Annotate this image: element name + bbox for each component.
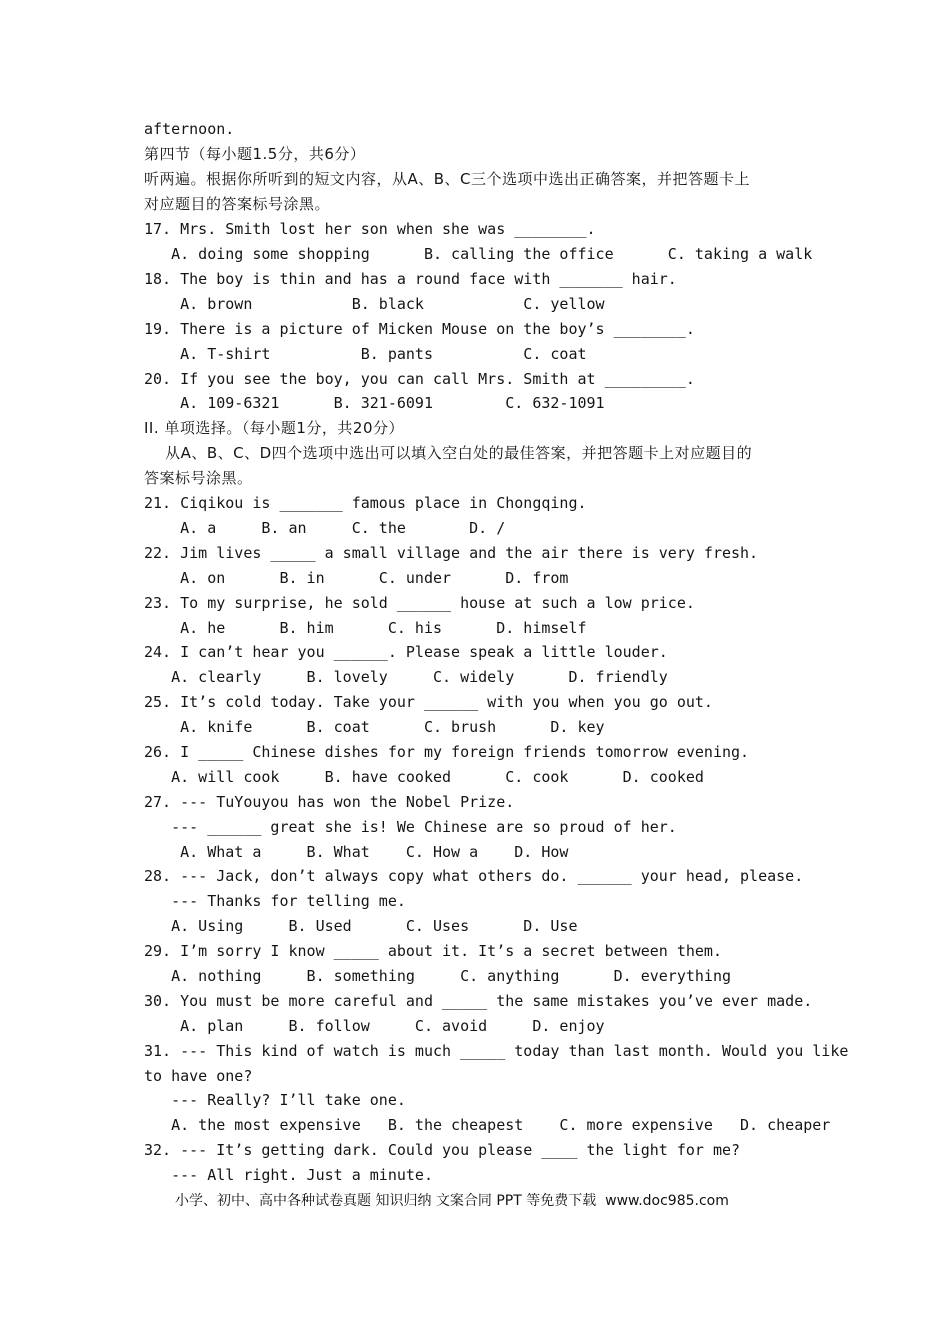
question-28: 28. --- Jack, don’t always copy what others do. ______ your head, please. [144, 867, 804, 885]
question-29: 29. I’m sorry I know _____ about it. It’s a secret between them. [144, 942, 722, 960]
question-18: 18. The boy is thin and has a round face with _______ hair. [144, 270, 677, 288]
question-31: 31. --- This kind of watch is much _____ today than last month. Would you like [144, 1042, 849, 1060]
question-31-line-3: --- Really? I’ll take one. [144, 1091, 406, 1109]
question-27-line-2: --- ______ great she is! We Chinese are so proud of her. [144, 818, 677, 836]
options-30: A. plan B. follow C. avoid D. enjoy [144, 1017, 605, 1035]
options-26: A. will cook B. have cooked C. cook D. cooked [144, 768, 704, 786]
options-28: A. Using B. Used C. Uses D. Use [144, 917, 578, 935]
instruction-line: 听两遍。根据你所听到的短文内容，从A、B、C三个选项中选出正确答案，并把答题卡上 [144, 170, 751, 188]
text-line: afternoon. [144, 120, 235, 138]
section-heading: II. 单项选择。（每小题1分，共20分） [144, 419, 405, 437]
options-31: A. the most expensive B. the cheapest C. more expensive D. cheaper [144, 1116, 831, 1134]
question-32-line-2: --- All right. Just a minute. [144, 1166, 433, 1184]
options-17: A. doing some shopping B. calling the office C. taking a walk [144, 245, 813, 263]
question-31-line-2: to have one? [144, 1067, 253, 1085]
options-21: A. a B. an C. the D. / [144, 519, 506, 537]
question-17: 17. Mrs. Smith lost her son when she was ________. [144, 220, 596, 238]
options-29: A. nothing B. something C. anything D. everything [144, 967, 731, 985]
question-24: 24. I can’t hear you ______. Please speak a little louder. [144, 643, 668, 661]
question-25: 25. It’s cold today. Take your ______ with you when you go out. [144, 693, 713, 711]
options-22: A. on B. in C. under D. from [144, 569, 569, 587]
question-28-line-2: --- Thanks for telling me. [144, 892, 406, 910]
footer-watermark: 小学、初中、高中各种试卷真题 知识归纳 文案合同 PPT 等免费下载 www.doc985.com [175, 1193, 729, 1209]
question-20: 20. If you see the boy, you can call Mrs. Smith at _________. [144, 370, 695, 388]
options-23: A. he B. him C. his D. himself [144, 619, 587, 637]
question-30: 30. You must be more careful and _____ the same mistakes you’ve ever made. [144, 992, 813, 1010]
instruction-line: 对应题目的答案标号涂黑。 [144, 195, 331, 213]
question-23: 23. To my surprise, he sold ______ house at such a low price. [144, 594, 695, 612]
question-26: 26. I _____ Chinese dishes for my foreign friends tomorrow evening. [144, 743, 750, 761]
section-heading: 第四节（每小题1.5分，共6分） [144, 145, 366, 163]
options-19: A. T-shirt B. pants C. coat [144, 345, 587, 363]
instruction-line: 答案标号涂黑。 [144, 469, 253, 487]
options-25: A. knife B. coat C. brush D. key [144, 718, 605, 736]
options-18: A. brown B. black C. yellow [144, 295, 605, 313]
question-27: 27. --- TuYouyou has won the Nobel Prize. [144, 793, 515, 811]
question-21: 21. Ciqikou is _______ famous place in Chongqing. [144, 494, 587, 512]
options-27: A. What a B. What C. How a D. How [144, 843, 569, 861]
options-24: A. clearly B. lovely C. widely D. friendly [144, 668, 668, 686]
instruction-line: 从A、B、C、D四个选项中选出可以填入空白处的最佳答案，并把答题卡上对应题目的 [144, 444, 753, 462]
question-19: 19. There is a picture of Micken Mouse on the boy’s ________. [144, 320, 695, 338]
question-32: 32. --- It’s getting dark. Could you please ____ the light for me? [144, 1141, 741, 1159]
options-20: A. 109-6321 B. 321-6091 C. 632-1091 [144, 394, 605, 412]
question-22: 22. Jim lives _____ a small village and the air there is very fresh. [144, 544, 759, 562]
